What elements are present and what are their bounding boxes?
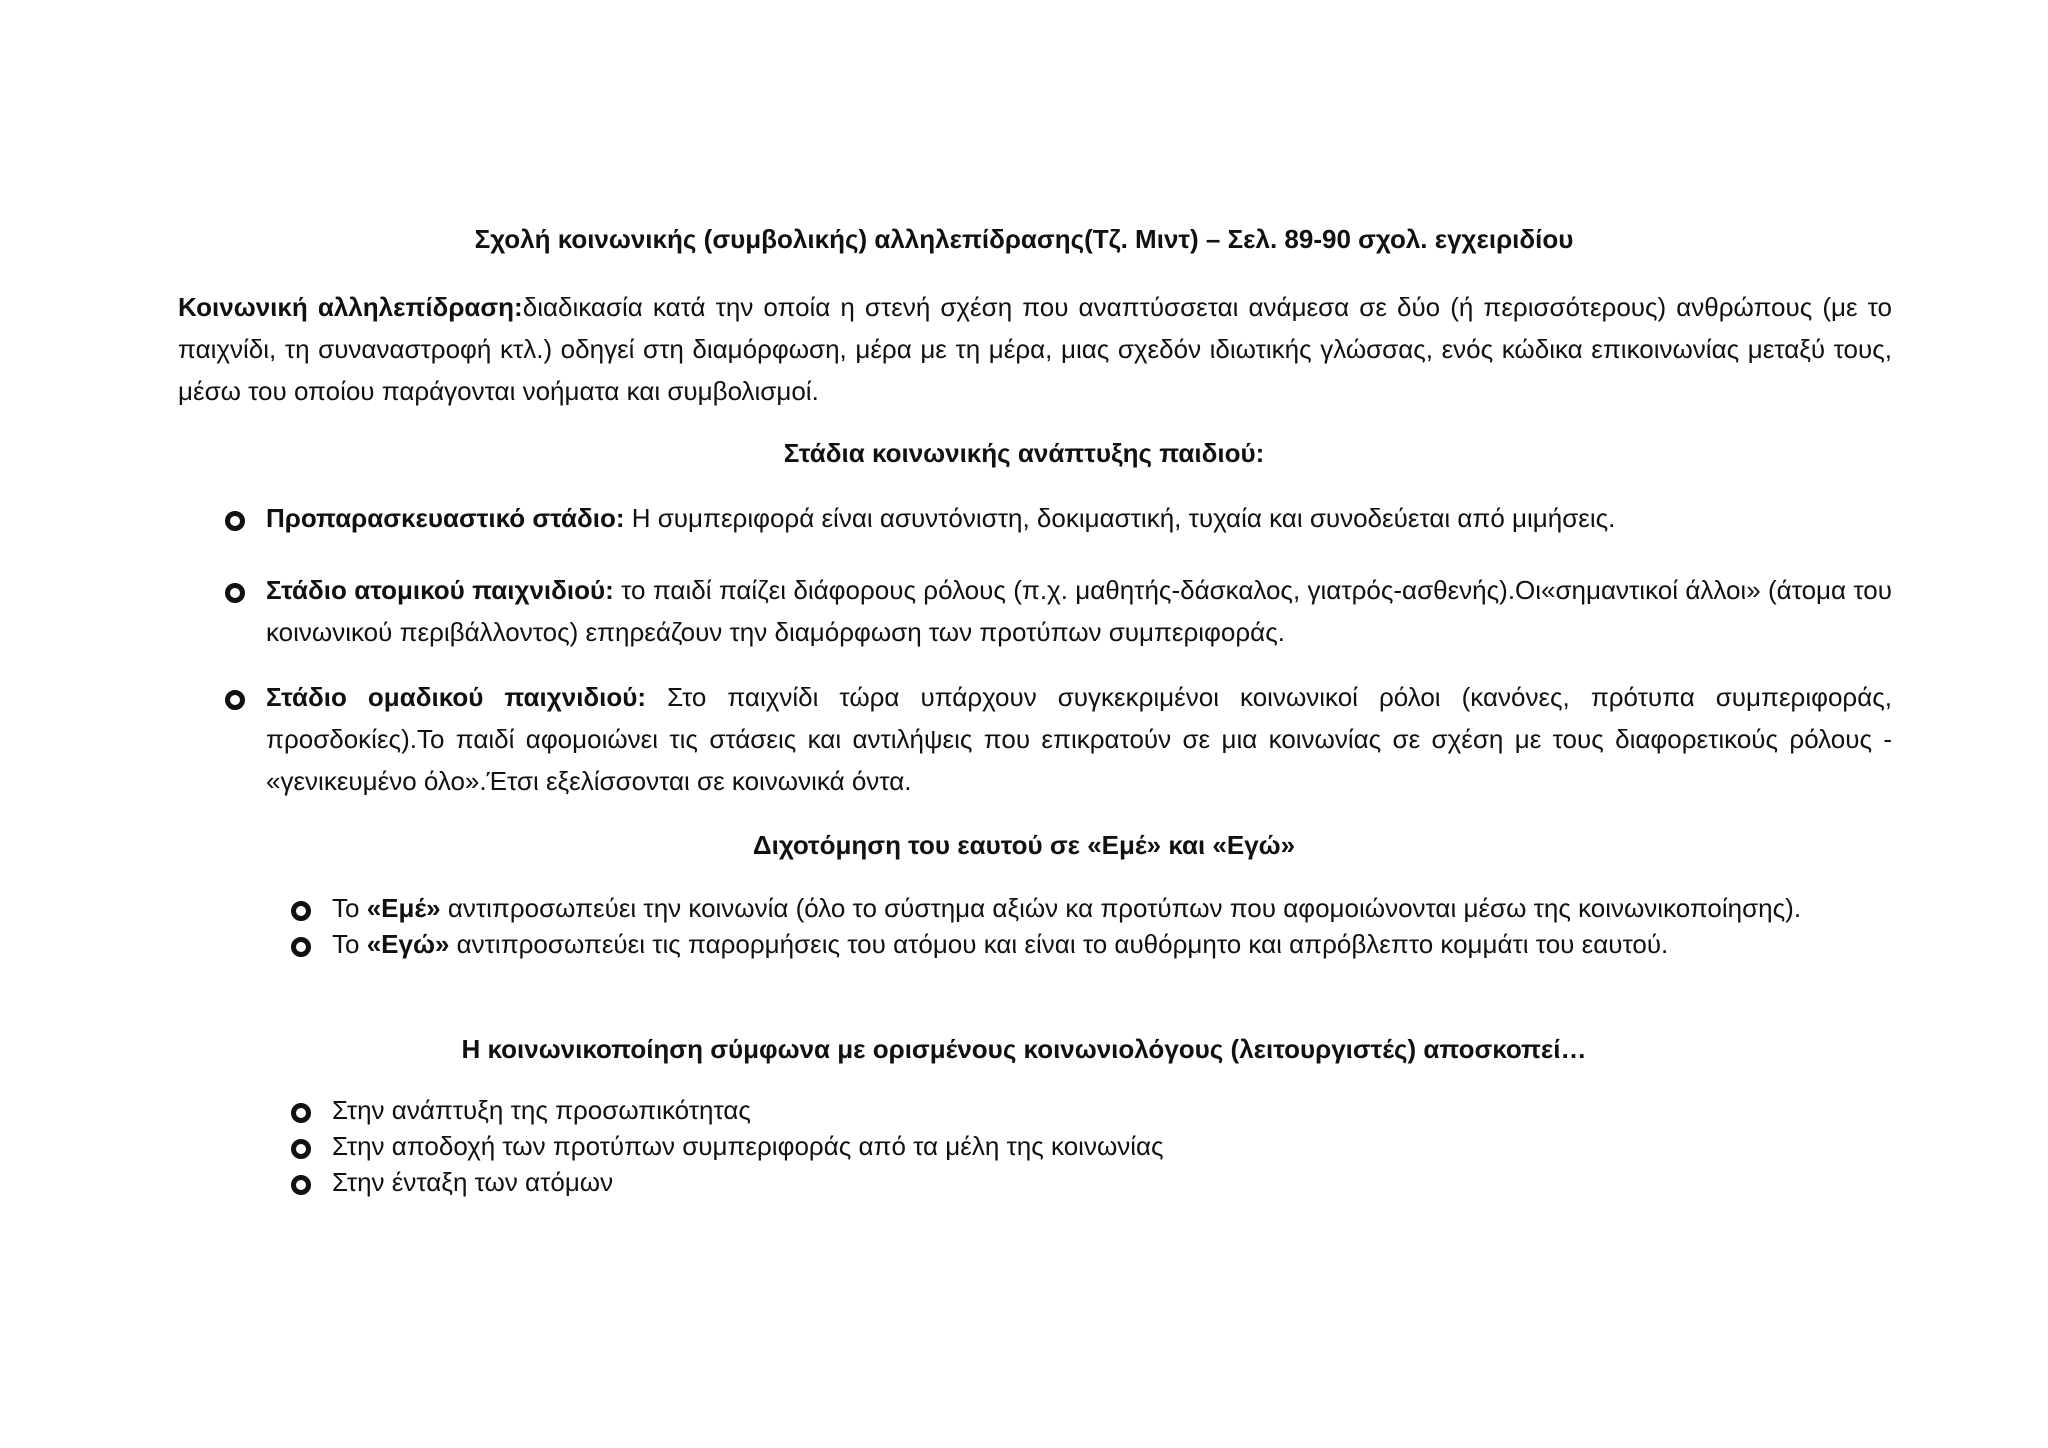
definition-term: Κοινωνική αλληλεπίδραση: bbox=[178, 292, 523, 322]
stage-term: Προπαρασκευαστικό στάδιο: bbox=[266, 503, 625, 533]
page-title: Σχολή κοινωνικής (συμβολικής) αλληλεπίδρασης(Τζ. Μιντ) – Σελ. 89-90 σχολ. εγχειριδίου bbox=[474, 224, 1574, 254]
bullet-circle-icon bbox=[291, 1139, 311, 1159]
stage-text: το παιδί παίζει διάφορους ρόλους (π.χ. μαθητής-δάσκαλος, γιατρός-ασθενής).Οι«σημαντικοί άλλοι» (άτομα του κοινωνικού περιβάλλοντος) επηρεάζουν την διαμόρφωση των προτύπων συμπεριφοράς. bbox=[266, 575, 1892, 647]
dichotomy-item-i bbox=[332, 926, 1892, 962]
socialization-item: Στην ανάπτυξη της προσωπικότητας bbox=[332, 1095, 751, 1125]
dichotomy-text: αντιπροσωπεύει την κοινωνία (όλο το σύστημα αξιών κα προτύπων που αφομοιώνονται μέσω της κοινωνικοποίησης). bbox=[440, 893, 1802, 923]
bullet-circle-icon bbox=[291, 937, 311, 957]
socialization-item: Στην ένταξη των ατόμων bbox=[332, 1167, 614, 1197]
stage-term: Στάδιο ομαδικού παιχνιδιού: bbox=[266, 682, 647, 712]
stage-item-preparatory bbox=[266, 497, 1892, 539]
stage-item-group-play bbox=[266, 676, 1892, 802]
stage-text: Η συμπεριφορά είναι ασυντόνιστη, δοκιμαστική, τυχαία και συνοδεύεται από μιμήσεις. bbox=[624, 503, 1616, 533]
socialization-item: Στην αποδοχή των προτύπων συμπεριφοράς από τα μέλη της κοινωνίας bbox=[332, 1131, 1164, 1161]
bullet-circle-icon bbox=[291, 1103, 311, 1123]
definition-text: διαδικασία κατά την οποία η στενή σχέση που αναπτύσσεται ανάμεσα σε δύο (ή περισσότερους) ανθρώπους (με το παιχνίδι, τη συναναστροφή κτλ.) οδηγεί στη διαμόρφωση, μέρα με τη μέρα, μιας σχεδόν ιδιωτικής γλώσσας, ενός κώδικα επικοινωνίας μεταξύ τους, μέσω του οποίου παράγονται νοήματα και συμβολισμοί. bbox=[178, 292, 1892, 406]
bullet-circle-icon bbox=[291, 901, 311, 921]
stage-item-individual-play bbox=[266, 569, 1892, 653]
stage-text: Στο παιχνίδι τώρα υπάρχουν συγκεκριμένοι κοινωνικοί ρόλοι (κανόνες, πρότυπα συμπεριφοράς, προσδοκίες).Το παιδί αφομοιώνει τις στάσεις και αντιλήψεις που επικρατούν σε μια κοινωνίας σε σχέση με τους διαφορετικούς ρόλους - «γενικευμένο όλο».Έτσι εξελίσσονται σε κοινωνικά όντα. bbox=[266, 682, 1892, 796]
dichotomy-prefix: Το bbox=[332, 929, 367, 959]
dichotomy-term: «Εγώ» bbox=[366, 929, 450, 959]
dichotomy-heading: Διχοτόμηση του εαυτού σε «Εμέ» και «Εγώ» bbox=[752, 830, 1296, 860]
stages-heading: Στάδια κοινωνικής ανάπτυξης παιδιού: bbox=[783, 438, 1265, 468]
socialization-heading: Η κοινωνικοποίηση σύμφωνα με ορισμένους κοινωνιολόγους (λειτουργιστές) αποσκοπεί… bbox=[461, 1034, 1587, 1064]
dichotomy-prefix: Το bbox=[332, 893, 367, 923]
dichotomy-text: αντιπροσωπεύει τις παρορμήσεις του ατόμου και είναι το αυθόρμητο και απρόβλεπτο κομμάτι του εαυτού. bbox=[449, 929, 1669, 959]
bullet-circle-icon bbox=[225, 511, 245, 531]
dichotomy-term: «Εμέ» bbox=[366, 893, 441, 923]
bullet-circle-icon bbox=[225, 583, 245, 603]
stage-term: Στάδιο ατομικού παιχνιδιού: bbox=[266, 575, 614, 605]
definition-paragraph bbox=[178, 286, 1892, 412]
bullet-circle-icon bbox=[291, 1175, 311, 1195]
bullet-circle-icon bbox=[225, 690, 245, 710]
dichotomy-item-me bbox=[332, 890, 1892, 926]
